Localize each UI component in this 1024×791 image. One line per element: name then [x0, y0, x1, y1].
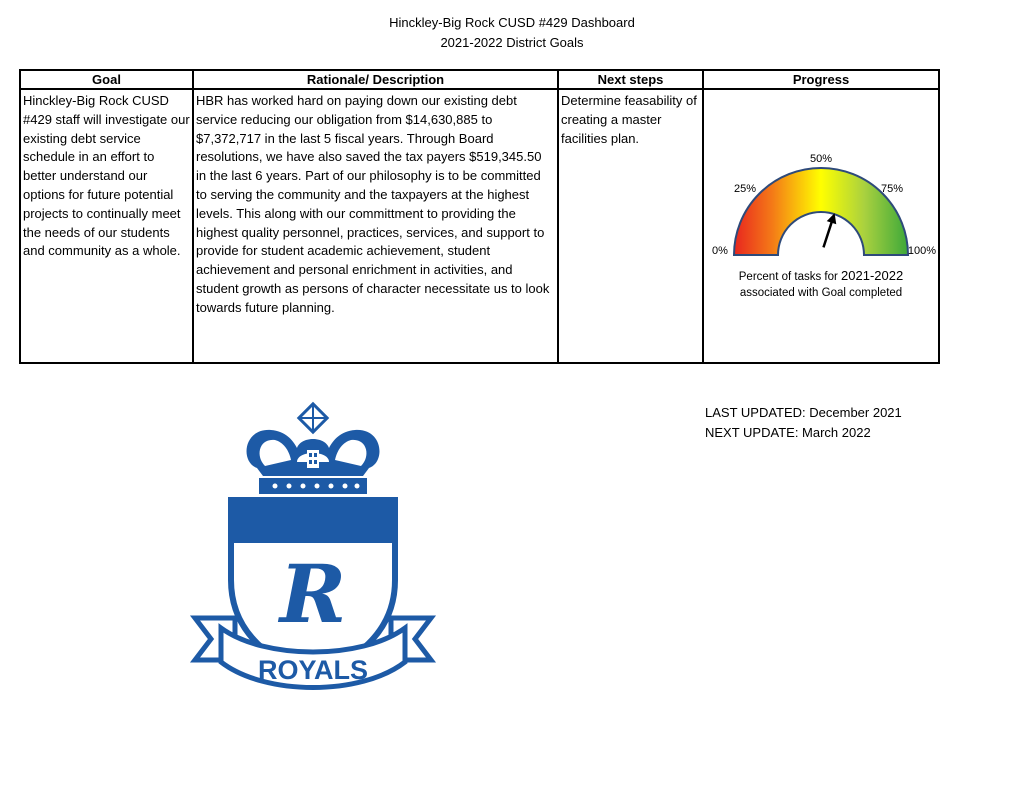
column-header-rationale: Rationale/ Description [193, 70, 558, 89]
next-steps-cell: Determine feasability of creating a master facilities plan. [558, 89, 703, 363]
column-header-progress: Progress [703, 70, 939, 89]
column-header-goal: Goal [20, 70, 193, 89]
table-header-row [20, 70, 939, 89]
progress-gauge [704, 90, 938, 320]
gauge-label-100: 100% [907, 245, 937, 257]
dashboard-subtitle: 2021-2022 District Goals [440, 35, 584, 50]
progress-cell [703, 89, 939, 363]
royals-logo [185, 400, 445, 700]
logo-text: ROYALS [257, 655, 369, 685]
gauge-caption-line1 [739, 268, 903, 283]
gauge-needle [823, 219, 832, 248]
gauge-caption-line2: associated with Goal completed [739, 287, 903, 299]
last-updated: LAST UPDATED: December 2021 [705, 405, 902, 420]
gauge-needle-head [827, 213, 837, 224]
gauge-label-75: 75% [880, 183, 904, 195]
gauge-arc [734, 168, 908, 255]
table-row [20, 89, 939, 363]
gauge-label-0: 0% [712, 245, 728, 257]
dashboard-title: Hinckley-Big Rock CUSD #429 Dashboard [389, 15, 635, 30]
gauge-label-25: 25% [733, 183, 757, 195]
gauge-caption-year: 2021-2022 [841, 268, 904, 283]
gauge-label-50: 50% [809, 153, 833, 165]
goal-cell: Hinckley-Big Rock CUSD #429 staff will investigate our existing debt service schedule in an effort to better understand our options for future potential projects to continually meet the needs of our students and community as a whole. [20, 89, 193, 363]
rationale-cell: HBR has worked hard on paying down our existing debt service reducing our obligation from $14,630,885 to $7,372,717 in the last 5 fiscal years. Through Board resolutions, we have also saved the tax payers $519,345.50 in the last 6 years. Part of our philosophy is to be committed to serving the community and the taxpayers at the highest levels. This along with our committment to providing the highest quality personnel, practices, services, and support to provide for student academic achievement, student achievement and personal enrichment in activities, and student growth as persons of character necessitate us to look towards future planning. [193, 89, 558, 363]
goals-table [19, 69, 940, 364]
next-update: NEXT UPDATE: March 2022 [705, 425, 871, 440]
column-header-next-steps: Next steps [558, 70, 703, 89]
gauge-caption-prefix: Percent of tasks for [738, 271, 838, 283]
logo-letter: R [279, 547, 347, 641]
